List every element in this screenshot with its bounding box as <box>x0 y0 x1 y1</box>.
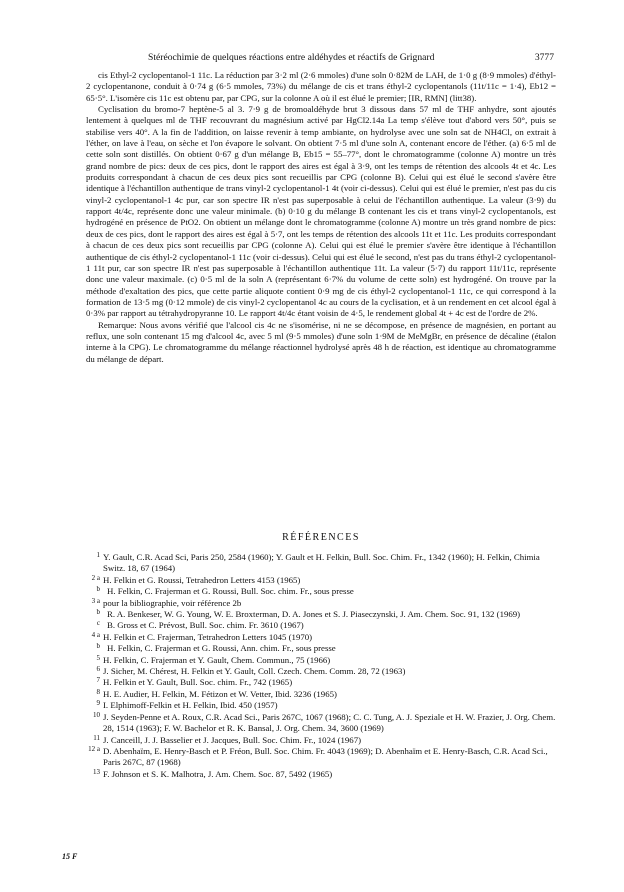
reference-number: b <box>96 642 100 651</box>
reference-item <box>86 643 556 654</box>
reference-text: H. Felkin et Y. Gault, Bull. Soc. chim. Fr., 742 (1965) <box>103 677 293 688</box>
reference-text: R. A. Benkeser, W. G. Young, W. E. Broxterman, D. A. Jones et S. J. Piaseczynski, J. Am. Chem. Soc. 91, 132 (1969) <box>107 609 521 620</box>
reference-item <box>86 552 556 575</box>
reference-number: 8 <box>96 687 100 696</box>
reference-number: 6 <box>96 665 100 674</box>
reference-number: 5 <box>96 653 100 662</box>
page-number: 3777 <box>534 52 554 63</box>
reference-number: 3 a <box>91 596 100 605</box>
reference-text: Y. Gault, C.R. Acad Sci, Paris 250, 2584 (1960); Y. Gault et H. Felkin, Bull. Soc. Chim. Fr., 1342 (1960); H. Felkin, Chimia Switz. 18, 67 (1964) <box>103 552 540 574</box>
experimental-text <box>86 70 556 365</box>
reference-text: H. Felkin, C. Frajerman et G. Roussi, Ann. chim. Fr., sous presse <box>107 643 336 654</box>
reference-text: H. Felkin et C. Frajerman, Tetrahedron Letters 1045 (1970) <box>103 631 313 642</box>
reference-number: 11 <box>93 733 100 742</box>
reference-number: 4 a <box>91 630 100 639</box>
reference-number: 7 <box>96 676 100 685</box>
reference-item <box>86 712 556 735</box>
reference-item <box>86 586 556 597</box>
paragraph-cis-ethyl: cis Ethyl-2 cyclopentanol-1 11c. La réduction par 3·2 ml (2·6 mmoles) d'une soln 0·82M de LAH, de 1·0 g (8·9 mmoles) d'éthyl-2 cyclopentanone, conduit à 0·74 g (6·5 mmoles, 73%) du mélange de cis et trans éthyl-2 cyclopentanols (11t/11c = 1·4), Eb12 = 65·5°. L'isomère cis 11c est obtenu par, par CPG, sur la colonne A où il est élué le premier; [IR, RMN] (litt38). <box>86 70 556 103</box>
reference-item <box>86 769 556 780</box>
reference-item <box>86 746 556 769</box>
reference-item <box>86 598 556 609</box>
reference-number: b <box>96 608 100 617</box>
reference-item <box>86 677 556 688</box>
reference-text: J. Sicher, M. Chérest, H. Felkin et Y. Gault, Coll. Czech. Chem. Comm. 28, 72 (1963) <box>103 666 406 677</box>
reference-list <box>86 552 556 780</box>
paragraph-remarque: Remarque: Nous avons vérifié que l'alcool cis 4c ne s'isomérise, ni ne se décompose, en présence de magnésien, en portant au reflux, une soln contenant 15 mg d'alcool 4c, avec 5 ml (9·5 mmoles) d'une soln 1·9M de MeMgBr, en présence de décaline (étalon interne à la CPG). Le chromatogramme du mélange réactionnel hydrolysé après 48 h de réaction, est identique au chromatogramme du mélange de départ. <box>86 319 556 364</box>
reference-text: D. Abenhaïm, E. Henry-Basch et P. Fréon, Bull. Soc. Chim. Fr. 4043 (1969); D. Abenhaïm et E. Henry-Basch, C.R. Acad Sci., Paris 267C, 87 (1968) <box>103 745 548 768</box>
reference-number: b <box>96 585 100 594</box>
reference-text: I. Elphimoff-Felkin et H. Felkin, Ibid. 450 (1957) <box>103 700 278 711</box>
reference-text: H. Felkin et G. Roussi, Tetrahedron Letters 4153 (1965) <box>103 574 301 585</box>
reference-number: 12 a <box>88 744 100 753</box>
reference-text: J. Canceill, J. J. Basselier et J. Jacques, Bull. Soc. Chim. Fr., 1024 (1967) <box>103 734 362 745</box>
reference-item <box>86 700 556 711</box>
reference-text: H. Felkin, C. Frajerman et Y. Gault, Chem. Commun., 75 (1966) <box>103 654 331 665</box>
reference-item <box>86 689 556 700</box>
reference-text: F. Johnson et S. K. Malhotra, J. Am. Chem. Soc. 87, 5492 (1965) <box>103 768 333 779</box>
reference-text: H. E. Audier, H. Felkin, M. Fétizon et W. Vetter, Ibid. 3236 (1965) <box>103 688 337 699</box>
reference-number: 13 <box>93 767 100 776</box>
reference-text: B. Gross et C. Prévost, Bull. Soc. chim. Fr. 3610 (1967) <box>107 620 304 631</box>
reference-text: pour la bibliographie, voir référence 2b <box>103 597 242 608</box>
paragraph-cyclisation: Cyclisation du bromo-7 heptène-5 al 3. 7·9 g de bromoaldéhyde brut 3 dissous dans 57 ml de THF anhydre, sont ajoutés lentement à quelques ml de THF recouvrant du magnésium activé par HgCl2.14a La temp s'élève tout d'abord vers 50°, puis se stabilise vers 40°. A la fin de l'addition, on laisse revenir à temp ambiante, on hydrolyse avec une soln sat de NH4Cl, on extrait à l'éther, on lave à l'eau, on sèche et l'on évapore le solvant. On obtient 7·5 ml d'une soln A, contenant encore de l'éther. (a) 6·5 ml de cette soln sont distillés. On obtient 0·67 g d'un mélange B, Eb15 = 55–77°, dont le chromatogramme (colonne A) montre un très grand nombre de pics: deux de ces pics, dont le rapport des aires est égal à 3·9, ont les temps de rétention des alcools 4t et 4c. Les produits correspondant à chacun de ces deux pics sont recueillis par CPG (colonne B). Celui qui est élué le second s'avère être identique à l'échantillon authentique de trans vinyl-2 cyclopentanol-1 4t (voir ci-dessus). Celui qui est élué le premier, n'est pas du cis vinyl-2 cyclopentanol-1 4c pur, car son spectre IR n'est pas superposable à celui de l'échantillon authentique. La valeur (3·9) du rapport 4t/4c, représente donc une valeur minimale. (b) 0·10 g du mélange B contenant les cis et trans vinyl-2 cyclopentanols, est hydrogéné en présence de PtO2. On obtient un mélange dont le chromatogramme (colonne A) montre un très grand nombre de pics: deux de ces pics, dont le rapport des aires est égal à 5·7, ont les temps de rétention des alcools 11t et 11c. Les produits correspondant à chacun de ces deux pics sont recueillis par CPG (colonne A). Celui qui est élué le premier s'avère être identique à l'échantillon authentique de cis éthyl-2 cyclopentanol-1 11c (voir ci-dessus). Celui qui est élué le second, n'est pas du trans éthyl-2 cyclopentanol-1 11t pur, car son spectre IR n'est pas superposable à l'échantillon authentique 11t. La valeur (5·7) du rapport 11t/11c, représente donc une valeur maximale. (c) 0·5 ml de la soln A (représentant 6·7% du volume de cette soln) est hydrogéné. On trouve par la méthode d'exaltation des pics, que cette partie aliquote contient 0·9 mg de cis éthyl-2 cyclopentanol-1 11c, ce qui correspond à la formation de 13·5 mg (0·12 mmole) de cis vinyl-2 cyclopentanol 4c au cours de la cyclisation, et à un rendement en cet alcool égal à 0·3% par rapport au tétrahydropyranne 10. Le rapport 4t/4c étant voisin de 4·5, le rendement global 4t + 4c est de l'ordre de 2%. <box>86 104 556 319</box>
reference-text: H. Felkin, C. Frajerman et G. Roussi, Bull. Soc. chim. Fr., sous presse <box>107 586 354 597</box>
reference-item <box>86 620 556 631</box>
reference-number: 10 <box>93 710 100 719</box>
reference-number: 9 <box>96 699 100 708</box>
reference-number: 1 <box>96 551 100 559</box>
reference-item <box>86 609 556 620</box>
reference-number: c <box>96 619 100 628</box>
reference-item <box>86 735 556 746</box>
reference-item <box>86 655 556 666</box>
reference-item <box>86 666 556 677</box>
reference-number: 2 a <box>91 573 100 582</box>
running-title: Stéréochimie de quelques réactions entre aldéhydes et réactifs de Grignard <box>148 52 435 63</box>
signature-mark: 15 F <box>62 852 78 861</box>
reference-text: J. Seyden-Penne et A. Roux, C.R. Acad Sci., Paris 267C, 1067 (1968); C. C. Tung, A. J. Speziale et H. W. Frazier, J. Org. Chem. 28, 1514 (1963); F. W. Bachelor et R. K. Bansal, J. Org. Chem. 34, 3600 (1969) <box>103 711 556 734</box>
reference-item <box>86 575 556 586</box>
references-heading: RÉFÉRENCES <box>282 532 360 543</box>
reference-item <box>86 632 556 643</box>
